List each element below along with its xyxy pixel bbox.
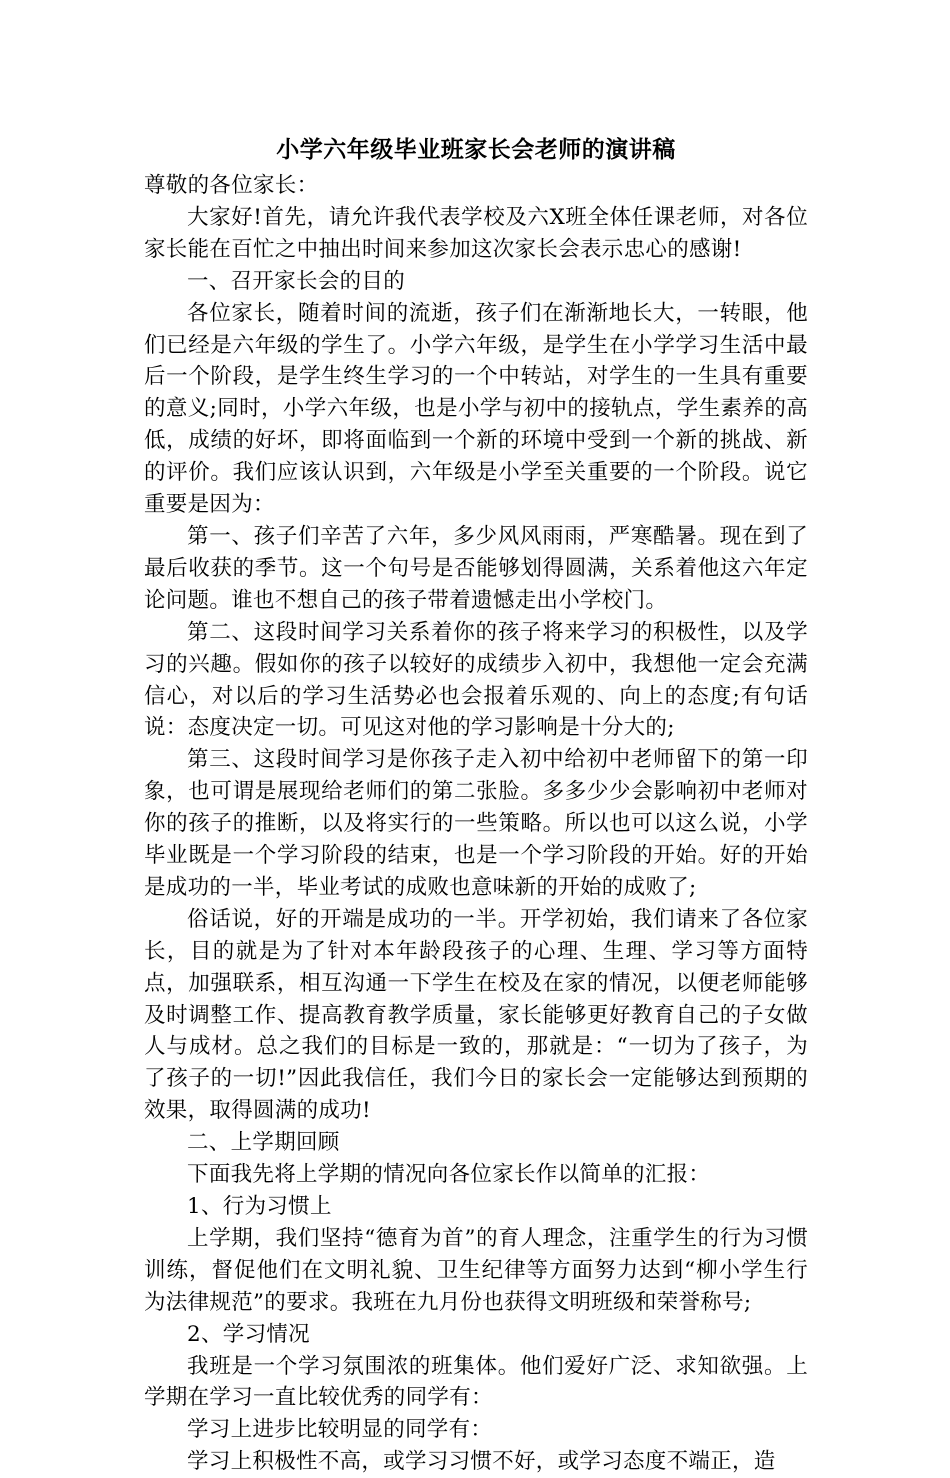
paragraph: 大家好!首先，请允许我代表学校及六X班全体任课老师，对各位家长能在百忙之中抽出时间来参加这次家长会表示忠心的感谢! bbox=[144, 204, 808, 262]
paragraph: 我班是一个学习氛围浓的班集体。他们爱好广泛、求知欲强。上学期在学习一直比较优秀的同学有： bbox=[144, 1353, 808, 1411]
paragraph: 尊敬的各位家长： bbox=[144, 173, 319, 198]
paragraph: 第二、这段时间学习关系着你的孩子将来学习的积极性，以及学习的兴趣。假如你的孩子以较好的成绩步入初中，我想他一定会充满信心，对以后的学习生活势必也会报着乐观的、向上的态度;有句话说：态度决定一切。可见这对他的学习影响是十分大的; bbox=[144, 619, 808, 741]
document-title: 小学六年级毕业班家长会老师的演讲稿 bbox=[276, 136, 676, 163]
paragraph: 各位家长，随着时间的流逝，孩子们在渐渐地长大，一转眼，他们已经是六年级的学生了。小学六年级，是学生在小学学习生活中最后一个阶段，是学生终生学习的一个中转站，对学生的一生具有重要的意义;同时，小学六年级，也是小学与初中的接轨点，学生素养的高低，成绩的好坏，即将面临到一个新的环境中受到一个新的挑战、新的评价。我们应该认识到，六年级是小学至关重要的一个阶段。说它重要是因为： bbox=[144, 300, 808, 518]
paragraph: 上学期，我们坚持“德育为首”的育人理念，注重学生的行为习惯训练，督促他们在文明礼貌、卫生纪律等方面努力达到“柳小学生行为法律规范”的要求。我班在九月份也获得文明班级和荣誉称号; bbox=[144, 1225, 808, 1315]
document-page bbox=[144, 132, 808, 1478]
section-heading: 一、召开家长会的目的 bbox=[187, 268, 406, 294]
paragraph: 第一、孩子们辛苦了六年，多少风风雨雨，严寒酷暑。现在到了最后收获的季节。这一个句号是否能够划得圆满，关系着他这六年定论问题。谁也不想自己的孩子带着遗憾走出小学校门。 bbox=[144, 523, 808, 613]
paragraph: 学习上进步比较明显的同学有： bbox=[187, 1417, 493, 1443]
paragraph: 学习上积极性不高，或学习习惯不好，或学习态度不端正，造 bbox=[187, 1449, 776, 1475]
paragraph: 第三、这段时间学习是你孩子走入初中给初中老师留下的第一印象，也可谓是展现给老师们的第二张脸。多多少少会影响初中老师对你的孩子的推断，以及将实行的一些策略。所以也可以这么说，小学毕业既是一个学习阶段的结束，也是一个学习阶段的开始。好的开始是成功的一半，毕业考试的成败也意味新的开始的成败了; bbox=[144, 747, 808, 900]
paragraph: 下面我先将上学期的情况向各位家长作以简单的汇报： bbox=[187, 1162, 711, 1188]
subsection-heading: 2、学习情况 bbox=[187, 1321, 310, 1347]
document-body bbox=[144, 170, 808, 1478]
subsection-heading: 1、行为习惯上 bbox=[187, 1194, 332, 1219]
paragraph: 俗话说，好的开端是成功的一半。开学初始，我们请来了各位家长，目的就是为了针对本年龄段孩子的心理、生理、学习等方面特点，加强联系，相互沟通一下学生在校及在家的情况，以便老师能够及时调整工作、提高教育教学质量，家长能够更好教育自己的子女做人与成材。总之我们的目标是一致的，那就是：“一切为了孩子，为了孩子的一切!”因此我信任，我们今日的家长会一定能够达到预期的效果，取得圆满的成功! bbox=[144, 906, 808, 1124]
section-heading: 二、上学期回顾 bbox=[187, 1130, 340, 1156]
